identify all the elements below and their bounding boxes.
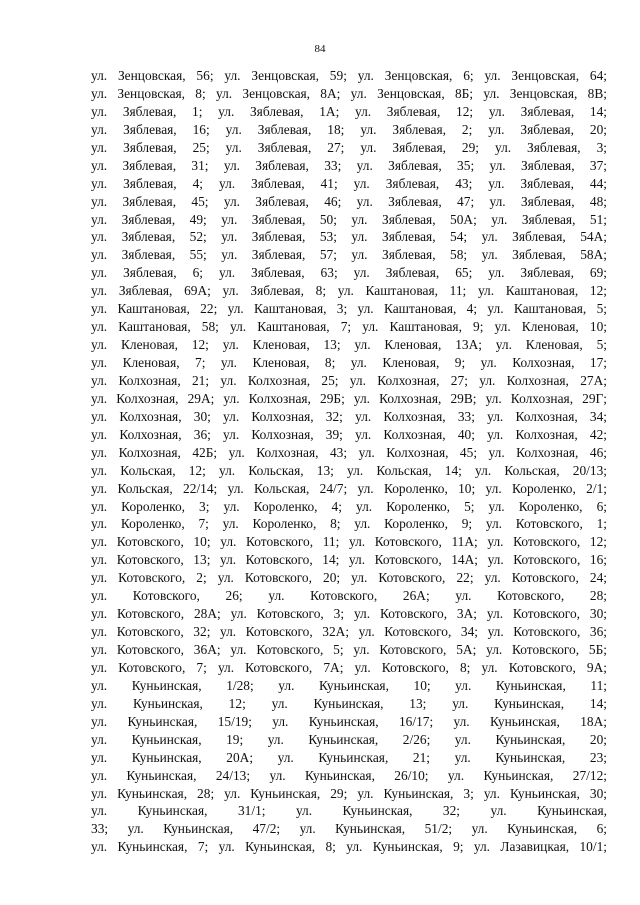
- text-line: ул. Котовского, 26; ул. Котовского, 26А; ул. Котовского, 28;: [91, 588, 607, 604]
- text-line: ул. Куньинская, 20А; ул. Куньинская, 21; ул. Куньинская, 23;: [91, 749, 607, 765]
- text-line: ул. Кленовая, 12; ул. Кленовая, 13; ул. Кленовая, 13А; ул. Кленовая, 5;: [91, 337, 607, 353]
- text-line: ул. Кольская, 22/14; ул. Кольская, 24/7; ул. Короленко, 10; ул. Короленко, 2/1;: [91, 480, 607, 496]
- text-line: ул. Куньинская, 28; ул. Куньинская, 29; ул. Куньинская, 3; ул. Куньинская, 30;: [91, 785, 607, 801]
- text-line: ул. Зяблевая, 45; ул. Зяблевая, 46; ул. Зяблевая, 47; ул. Зяблевая, 48;: [91, 193, 607, 209]
- text-line: ул. Котовского, 10; ул. Котовского, 11; ул. Котовского, 11А; ул. Котовского, 12;: [91, 534, 607, 550]
- text-line: 33; ул. Куньинская, 47/2; ул. Куньинская, 51/2; ул. Куньинская, 6;: [91, 821, 607, 837]
- text-line: ул. Зяблевая, 4; ул. Зяблевая, 41; ул. Зяблевая, 43; ул. Зяблевая, 44;: [91, 175, 607, 191]
- text-line: ул. Зяблевая, 16; ул. Зяблевая, 18; ул. Зяблевая, 2; ул. Зяблевая, 20;: [91, 121, 607, 137]
- text-line: ул. Зяблевая, 69А; ул. Зяблевая, 8; ул. Каштановая, 11; ул. Каштановая, 12;: [91, 283, 607, 299]
- text-line: ул. Колхозная, 21; ул. Колхозная, 25; ул. Колхозная, 27; ул. Колхозная, 27А;: [91, 372, 607, 388]
- text-line: ул. Котовского, 7; ул. Котовского, 7А; ул. Котовского, 8; ул. Котовского, 9А;: [91, 659, 607, 675]
- text-line: ул. Колхозная, 29А; ул. Колхозная, 29Б; ул. Колхозная, 29В; ул. Колхозная, 29Г;: [91, 390, 607, 406]
- text-line: ул. Колхозная, 30; ул. Колхозная, 32; ул. Колхозная, 33; ул. Колхозная, 34;: [91, 408, 607, 424]
- text-line: ул. Зенцовская, 8; ул. Зенцовская, 8А; ул. Зенцовская, 8Б; ул. Зенцовская, 8В;: [91, 85, 607, 101]
- text-line: ул. Кольская, 12; ул. Кольская, 13; ул. Кольская, 14; ул. Кольская, 20/13;: [91, 462, 607, 478]
- text-line: ул. Котовского, 13; ул. Котовского, 14; ул. Котовского, 14А; ул. Котовского, 16;: [91, 552, 607, 568]
- text-line: ул. Куньинская, 7; ул. Куньинская, 8; ул. Куньинская, 9; ул. Лазавицкая, 10/1;: [91, 839, 607, 855]
- text-line: ул. Зяблевая, 1; ул. Зяблевая, 1А; ул. Зяблевая, 12; ул. Зяблевая, 14;: [91, 103, 607, 119]
- text-line: ул. Куньинская, 12; ул. Куньинская, 13; ул. Куньинская, 14;: [91, 695, 607, 711]
- text-line: ул. Зяблевая, 52; ул. Зяблевая, 53; ул. Зяблевая, 54; ул. Зяблевая, 54А;: [91, 229, 607, 245]
- text-line: ул. Куньинская, 15/19; ул. Куньинская, 16/17; ул. Куньинская, 18А;: [91, 713, 607, 729]
- text-line: ул. Куньинская, 31/1; ул. Куньинская, 32; ул. Куньинская,: [91, 803, 607, 819]
- text-line: ул. Короленко, 3; ул. Короленко, 4; ул. Короленко, 5; ул. Короленко, 6;: [91, 498, 607, 514]
- text-line: ул. Котовского, 28А; ул. Котовского, 3; ул. Котовского, 3А; ул. Котовского, 30;: [91, 606, 607, 622]
- text-line: ул. Каштановая, 58; ул. Каштановая, 7; ул. Каштановая, 9; ул. Кленовая, 10;: [91, 319, 607, 335]
- text-line: ул. Короленко, 7; ул. Короленко, 8; ул. Короленко, 9; ул. Котовского, 1;: [91, 516, 607, 532]
- text-line: ул. Кленовая, 7; ул. Кленовая, 8; ул. Кленовая, 9; ул. Колхозная, 17;: [91, 355, 607, 370]
- text-line: ул. Колхозная, 36; ул. Колхозная, 39; ул. Колхозная, 40; ул. Колхозная, 42;: [91, 426, 607, 442]
- text-line: ул. Котовского, 36А; ул. Котовского, 5; ул. Котовского, 5А; ул. Котовского, 5Б;: [91, 642, 607, 657]
- text-line: ул. Каштановая, 22; ул. Каштановая, 3; ул. Каштановая, 4; ул. Каштановая, 5;: [91, 301, 607, 317]
- text-line: ул. Зяблевая, 31; ул. Зяблевая, 33; ул. Зяблевая, 35; ул. Зяблевая, 37;: [91, 157, 607, 173]
- text-line: ул. Котовского, 2; ул. Котовского, 20; ул. Котовского, 22; ул. Котовского, 24;: [91, 570, 607, 586]
- address-list: [91, 67, 607, 856]
- text-line: ул. Зяблевая, 6; ул. Зяблевая, 63; ул. Зяблевая, 65; ул. Зяблевая, 69;: [91, 265, 607, 281]
- text-line: ул. Куньинская, 1/28; ул. Куньинская, 10; ул. Куньинская, 11;: [91, 677, 607, 693]
- text-line: ул. Зяблевая, 49; ул. Зяблевая, 50; ул. Зяблевая, 50А; ул. Зяблевая, 51;: [91, 211, 607, 227]
- text-line: ул. Куньинская, 19; ул. Куньинская, 2/26; ул. Куньинская, 20;: [91, 731, 607, 747]
- text-line: ул. Колхозная, 42Б; ул. Колхозная, 43; ул. Колхозная, 45; ул. Колхозная, 46;: [91, 444, 607, 460]
- text-line: ул. Котовского, 32; ул. Котовского, 32А; ул. Котовского, 34; ул. Котовского, 36;: [91, 624, 607, 640]
- page-number: 84: [314, 43, 326, 55]
- text-line: ул. Куньинская, 24/13; ул. Куньинская, 26/10; ул. Куньинская, 27/12;: [91, 767, 607, 783]
- text-line: ул. Зяблевая, 55; ул. Зяблевая, 57; ул. Зяблевая, 58; ул. Зяблевая, 58А;: [91, 247, 607, 263]
- text-line: ул. Зенцовская, 56; ул. Зенцовская, 59; ул. Зенцовская, 6; ул. Зенцовская, 64;: [91, 68, 607, 83]
- text-line: ул. Зяблевая, 25; ул. Зяблевая, 27; ул. Зяблевая, 29; ул. Зяблевая, 3;: [91, 139, 607, 155]
